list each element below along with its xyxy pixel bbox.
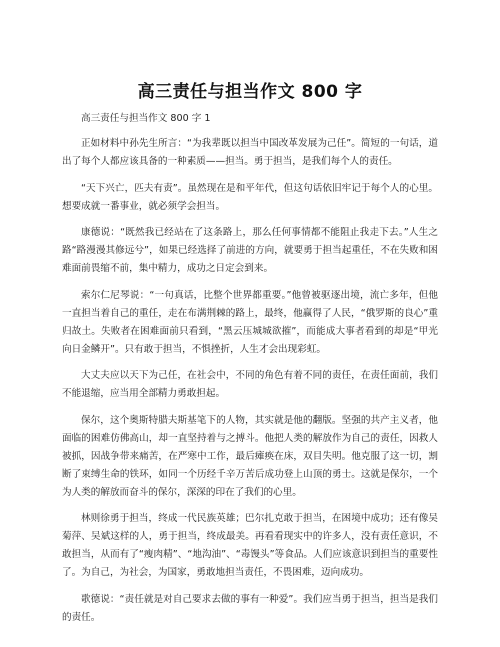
- paragraph: 大丈夫应以天下为己任，在社会中，不同的角色有着不同的责任，在责任面前，我们不能退缩，应当用全部精力勇敢担起。: [62, 370, 438, 399]
- paragraph: 索尔仁尼琴说：“一句真话，比整个世界都重要。”他曾被驱逐出境，流亡多年，但他一直担当着自己的重任，走在布满荆棘的路上，最终，他赢得了人民，“俄罗斯的良心”重归故土。失败者在困难面前只看到，“黑云压城城欲摧”，而能成大事者看到的却是“甲光向日金鳞开”。只有敢于担当，不惧挫折，人生才会出现彩虹。: [62, 289, 438, 355]
- paragraph: 保尔，这个奥斯特腊夫斯基笔下的人物，其实就是他的翻版。坚强的共产主义者，他面临的困难仿佛高山，却一直坚持着与之搏斗。他把人类的解放作为自己的责任，因救人被抓，因战争带来痛苦，在严寒中工作，最后瘫痪在床，双目失明。他克服了这一切，割断了束缚生命的铁环，如同一个历经千辛万苦后成功登上山顶的勇士。这就是保尔，一个为人类的解放而奋斗的保尔，深深的印在了我们的心里。: [62, 414, 438, 498]
- paragraph: 康德说：“既然我已经站在了这条路上，那么任何事情都不能阻止我走下去。”人生之路“路漫漫其修远兮”，如果已经选择了前进的方向，就要勇于担当起重任，不在失败和困难面前畏缩不前，集中精力，成功之日定会到来。: [62, 227, 438, 274]
- document-body: [62, 110, 438, 635]
- paragraph: “天下兴亡，匹夫有责”。虽然现在是和平年代，但这句话依旧牢记于每个人的心里。想要成就一番事业，就必须学会担当。: [62, 182, 438, 212]
- paragraph: 林则徐勇于担当，终成一代民族英雄；巴尔扎克敢于担当，在困境中成功；还有像吴菊萍、吴斌这样的人，勇于担当，终成最美。再看看现实中的许多人，没有责任意识，不敢担当，从而有了“瘦肉精”、“地沟油”、“毒馒头”等食品。人们应该意识到担当的重要性了。为自己，为社会，为国家，勇敢地担当责任，不畏困难，迈向成功。: [62, 513, 438, 578]
- paragraph: 正如材料中孙先生所言：“为我辈既以担当中国改革发展为己任”。简短的一句话，道出了每个人都应该具备的一种素质——担当。勇于担当，是我们每个人的责任。: [62, 138, 438, 167]
- document-title: 高三责任与担当作文 800 字: [137, 82, 363, 102]
- document-subtitle: 高三责任与担当作文 800 字 1: [81, 113, 211, 124]
- paragraph: 歌德说：“责任就是对自己要求去做的事有一种爱”。我们应当勇于担当，担当是我们的责任。: [62, 593, 438, 623]
